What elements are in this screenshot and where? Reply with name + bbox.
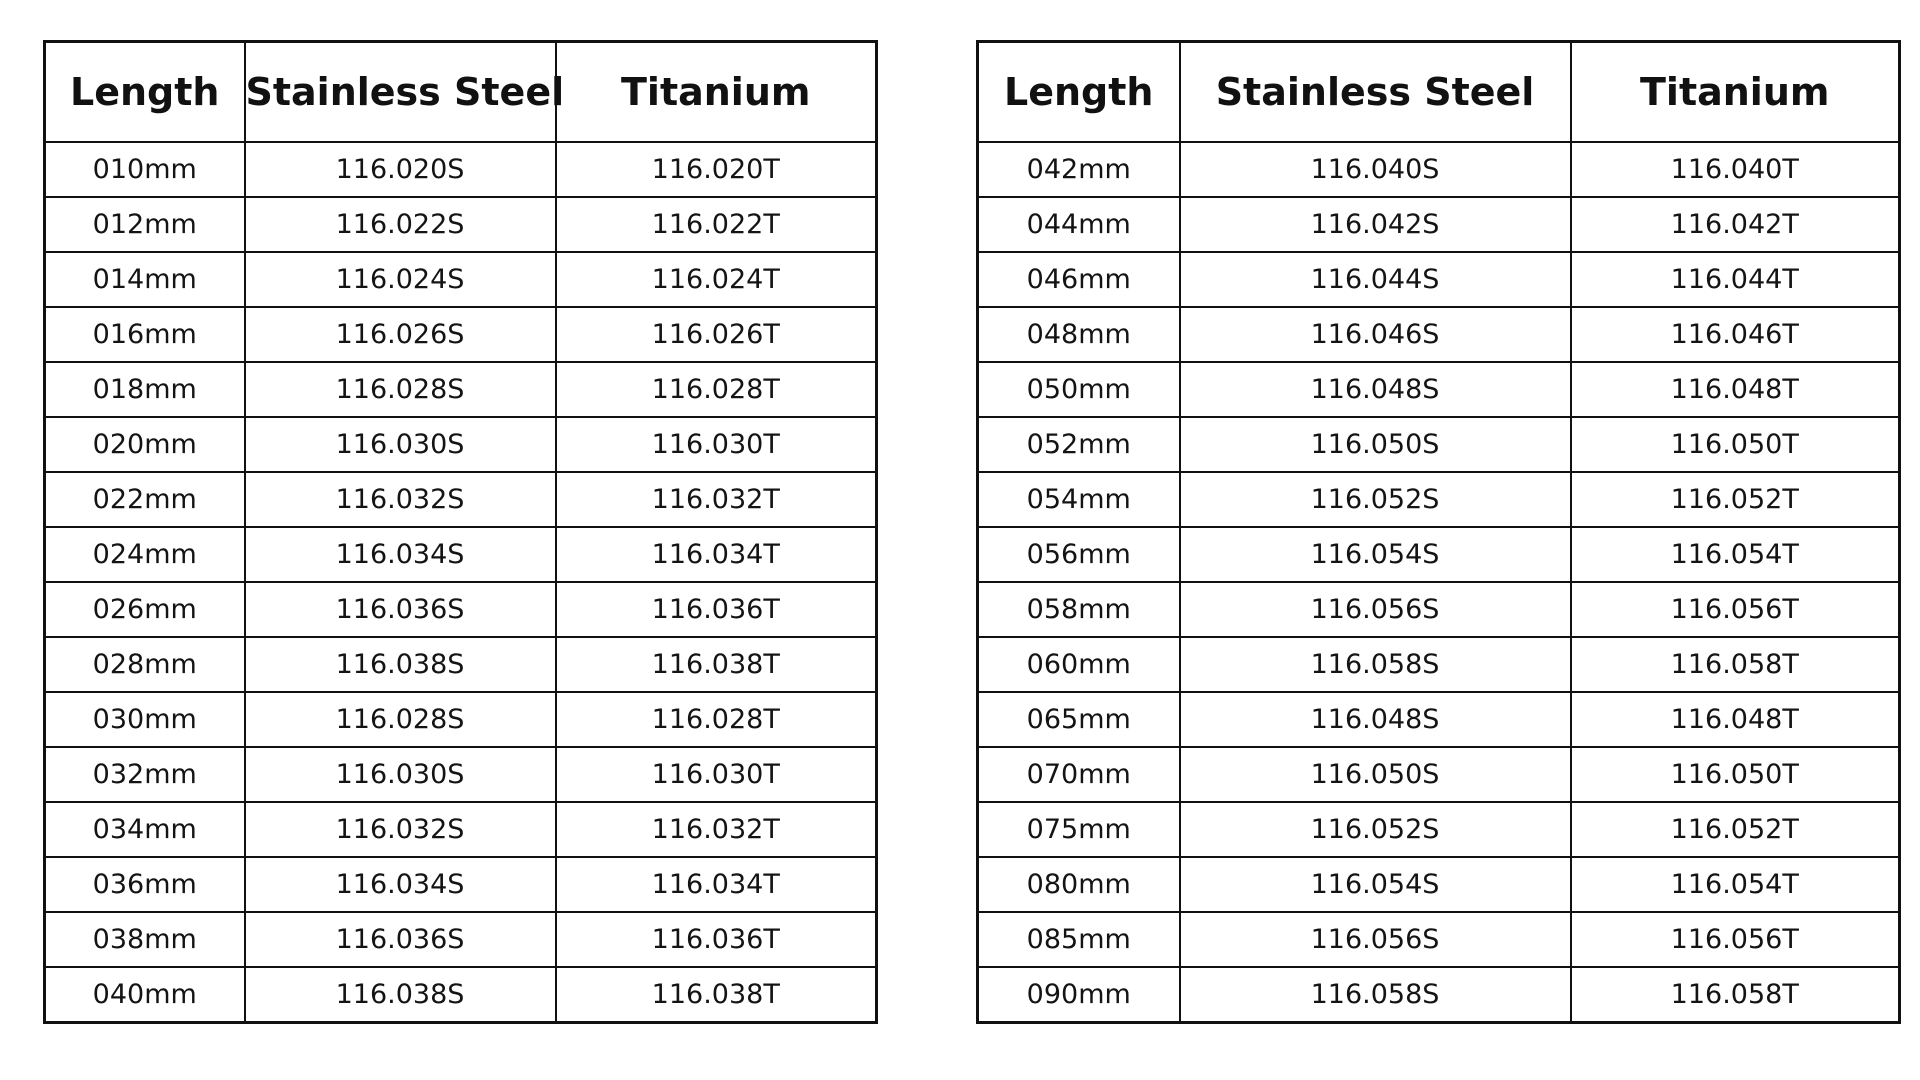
stainless-steel-part-cell: 116.056S xyxy=(1180,912,1571,967)
titanium-part-cell: 116.026T xyxy=(556,307,877,362)
length-cell: 042mm xyxy=(978,142,1180,197)
titanium-part-cell: 116.032T xyxy=(556,472,877,527)
header-titanium: Titanium xyxy=(556,42,877,143)
length-cell: 018mm xyxy=(45,362,245,417)
stainless-steel-part-cell: 116.038S xyxy=(245,967,556,1023)
table-row xyxy=(978,142,1900,197)
table-row xyxy=(45,252,877,307)
titanium-part-cell: 116.052T xyxy=(1571,472,1900,527)
table-row xyxy=(45,692,877,747)
stainless-steel-part-cell: 116.042S xyxy=(1180,197,1571,252)
length-cell: 012mm xyxy=(45,197,245,252)
stainless-steel-part-cell: 116.048S xyxy=(1180,362,1571,417)
table-row xyxy=(45,912,877,967)
table-row xyxy=(978,747,1900,802)
stainless-steel-part-cell: 116.058S xyxy=(1180,637,1571,692)
table-header-row xyxy=(45,42,877,143)
titanium-part-cell: 116.050T xyxy=(1571,417,1900,472)
titanium-part-cell: 116.052T xyxy=(1571,802,1900,857)
length-cell: 016mm xyxy=(45,307,245,362)
stainless-steel-part-cell: 116.040S xyxy=(1180,142,1571,197)
table-row xyxy=(45,802,877,857)
titanium-part-cell: 116.028T xyxy=(556,692,877,747)
table-row xyxy=(978,417,1900,472)
titanium-part-cell: 116.058T xyxy=(1571,637,1900,692)
length-cell: 024mm xyxy=(45,527,245,582)
length-cell: 026mm xyxy=(45,582,245,637)
titanium-part-cell: 116.036T xyxy=(556,912,877,967)
length-cell: 056mm xyxy=(978,527,1180,582)
length-cell: 075mm xyxy=(978,802,1180,857)
stainless-steel-part-cell: 116.048S xyxy=(1180,692,1571,747)
table-row xyxy=(978,197,1900,252)
length-cell: 034mm xyxy=(45,802,245,857)
stainless-steel-part-cell: 116.050S xyxy=(1180,747,1571,802)
table-header-row xyxy=(978,42,1900,143)
stainless-steel-part-cell: 116.028S xyxy=(245,692,556,747)
stainless-steel-part-cell: 116.044S xyxy=(1180,252,1571,307)
length-cell: 044mm xyxy=(978,197,1180,252)
table-row xyxy=(978,362,1900,417)
header-titanium: Titanium xyxy=(1571,42,1900,143)
titanium-part-cell: 116.044T xyxy=(1571,252,1900,307)
stainless-steel-part-cell: 116.028S xyxy=(245,362,556,417)
titanium-part-cell: 116.048T xyxy=(1571,362,1900,417)
titanium-part-cell: 116.036T xyxy=(556,582,877,637)
table-row xyxy=(978,692,1900,747)
parts-table-right xyxy=(976,40,1901,1024)
length-cell: 048mm xyxy=(978,307,1180,362)
table-row xyxy=(978,307,1900,362)
table-row xyxy=(978,912,1900,967)
table-row xyxy=(978,527,1900,582)
stainless-steel-part-cell: 116.052S xyxy=(1180,472,1571,527)
table-row xyxy=(45,857,877,912)
table-row xyxy=(978,252,1900,307)
table-row xyxy=(45,307,877,362)
length-cell: 038mm xyxy=(45,912,245,967)
stainless-steel-part-cell: 116.046S xyxy=(1180,307,1571,362)
titanium-part-cell: 116.054T xyxy=(1571,527,1900,582)
titanium-part-cell: 116.042T xyxy=(1571,197,1900,252)
length-cell: 085mm xyxy=(978,912,1180,967)
length-cell: 030mm xyxy=(45,692,245,747)
header-stainless-steel: Stainless Steel xyxy=(1180,42,1571,143)
stainless-steel-part-cell: 116.024S xyxy=(245,252,556,307)
stainless-steel-part-cell: 116.054S xyxy=(1180,857,1571,912)
titanium-part-cell: 116.030T xyxy=(556,417,877,472)
length-cell: 036mm xyxy=(45,857,245,912)
table-row xyxy=(978,802,1900,857)
length-cell: 080mm xyxy=(978,857,1180,912)
length-cell: 054mm xyxy=(978,472,1180,527)
table-row xyxy=(45,527,877,582)
table-row xyxy=(978,857,1900,912)
length-cell: 065mm xyxy=(978,692,1180,747)
titanium-part-cell: 116.058T xyxy=(1571,967,1900,1023)
stainless-steel-part-cell: 116.058S xyxy=(1180,967,1571,1023)
titanium-part-cell: 116.032T xyxy=(556,802,877,857)
titanium-part-cell: 116.038T xyxy=(556,637,877,692)
titanium-part-cell: 116.040T xyxy=(1571,142,1900,197)
titanium-part-cell: 116.056T xyxy=(1571,582,1900,637)
header-length: Length xyxy=(978,42,1180,143)
stainless-steel-part-cell: 116.034S xyxy=(245,527,556,582)
titanium-part-cell: 116.054T xyxy=(1571,857,1900,912)
titanium-part-cell: 116.022T xyxy=(556,197,877,252)
length-cell: 032mm xyxy=(45,747,245,802)
titanium-part-cell: 116.048T xyxy=(1571,692,1900,747)
length-cell: 060mm xyxy=(978,637,1180,692)
titanium-part-cell: 116.028T xyxy=(556,362,877,417)
titanium-part-cell: 116.024T xyxy=(556,252,877,307)
titanium-part-cell: 116.034T xyxy=(556,857,877,912)
header-stainless-steel: Stainless Steel xyxy=(245,42,556,143)
stainless-steel-part-cell: 116.032S xyxy=(245,802,556,857)
stainless-steel-part-cell: 116.050S xyxy=(1180,417,1571,472)
titanium-part-cell: 116.046T xyxy=(1571,307,1900,362)
length-cell: 010mm xyxy=(45,142,245,197)
table-row xyxy=(45,362,877,417)
stainless-steel-part-cell: 116.026S xyxy=(245,307,556,362)
titanium-part-cell: 116.020T xyxy=(556,142,877,197)
stainless-steel-part-cell: 116.056S xyxy=(1180,582,1571,637)
length-cell: 090mm xyxy=(978,967,1180,1023)
stainless-steel-part-cell: 116.034S xyxy=(245,857,556,912)
stainless-steel-part-cell: 116.030S xyxy=(245,417,556,472)
stainless-steel-part-cell: 116.036S xyxy=(245,582,556,637)
stainless-steel-part-cell: 116.032S xyxy=(245,472,556,527)
titanium-part-cell: 116.034T xyxy=(556,527,877,582)
titanium-part-cell: 116.056T xyxy=(1571,912,1900,967)
stainless-steel-part-cell: 116.038S xyxy=(245,637,556,692)
table-row xyxy=(978,967,1900,1023)
length-cell: 050mm xyxy=(978,362,1180,417)
table-row xyxy=(978,472,1900,527)
length-cell: 020mm xyxy=(45,417,245,472)
table-row xyxy=(45,472,877,527)
stainless-steel-part-cell: 116.052S xyxy=(1180,802,1571,857)
stainless-steel-part-cell: 116.036S xyxy=(245,912,556,967)
table-row xyxy=(45,967,877,1023)
length-cell: 028mm xyxy=(45,637,245,692)
stainless-steel-part-cell: 116.022S xyxy=(245,197,556,252)
stainless-steel-part-cell: 116.020S xyxy=(245,142,556,197)
table-row xyxy=(45,747,877,802)
titanium-part-cell: 116.050T xyxy=(1571,747,1900,802)
table-row xyxy=(45,142,877,197)
length-cell: 058mm xyxy=(978,582,1180,637)
titanium-part-cell: 116.038T xyxy=(556,967,877,1023)
parts-table-left xyxy=(43,40,878,1024)
stainless-steel-part-cell: 116.030S xyxy=(245,747,556,802)
length-cell: 014mm xyxy=(45,252,245,307)
table-row xyxy=(45,582,877,637)
length-cell: 022mm xyxy=(45,472,245,527)
titanium-part-cell: 116.030T xyxy=(556,747,877,802)
table-row xyxy=(978,582,1900,637)
table-row xyxy=(45,637,877,692)
table-row xyxy=(45,197,877,252)
table-row xyxy=(978,637,1900,692)
stainless-steel-part-cell: 116.054S xyxy=(1180,527,1571,582)
table-row xyxy=(45,417,877,472)
length-cell: 052mm xyxy=(978,417,1180,472)
header-length: Length xyxy=(45,42,245,143)
length-cell: 040mm xyxy=(45,967,245,1023)
length-cell: 046mm xyxy=(978,252,1180,307)
length-cell: 070mm xyxy=(978,747,1180,802)
